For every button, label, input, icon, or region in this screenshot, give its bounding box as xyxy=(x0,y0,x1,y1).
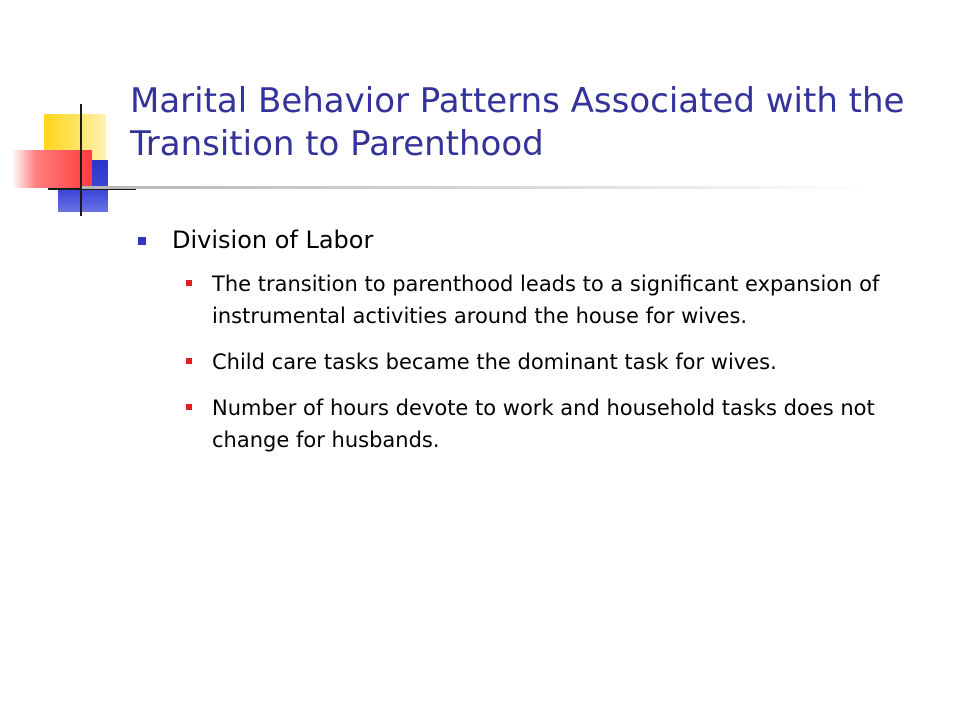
sub-bullet-item xyxy=(184,346,932,378)
sub-bullet-text: The transition to parenthood leads to a significant expansion of instrumental activities around the house for wives. xyxy=(212,272,880,328)
square-bullet-icon xyxy=(186,404,192,410)
sub-bullet-item xyxy=(184,392,932,456)
square-bullet-icon xyxy=(138,237,146,245)
sub-bullet-text: Child care tasks became the dominant task for wives. xyxy=(212,350,777,374)
vertical-line-shape xyxy=(80,104,82,216)
sub-bullet-item xyxy=(184,268,932,332)
decorative-logo-icon xyxy=(0,0,140,230)
square-bullet-icon xyxy=(186,358,192,364)
sub-bullet-text: Number of hours devote to work and household tasks does not change for husbands. xyxy=(212,396,875,452)
sub-bullet-list xyxy=(184,268,938,456)
slide-content xyxy=(138,222,938,470)
title-underline xyxy=(82,186,872,189)
bullet-level1 xyxy=(138,222,938,258)
square-bullet-icon xyxy=(186,280,192,286)
slide-title: Marital Behavior Patterns Associated with the Transition to Parenthood xyxy=(130,81,905,164)
bullet-text: Division of Labor xyxy=(172,226,374,254)
